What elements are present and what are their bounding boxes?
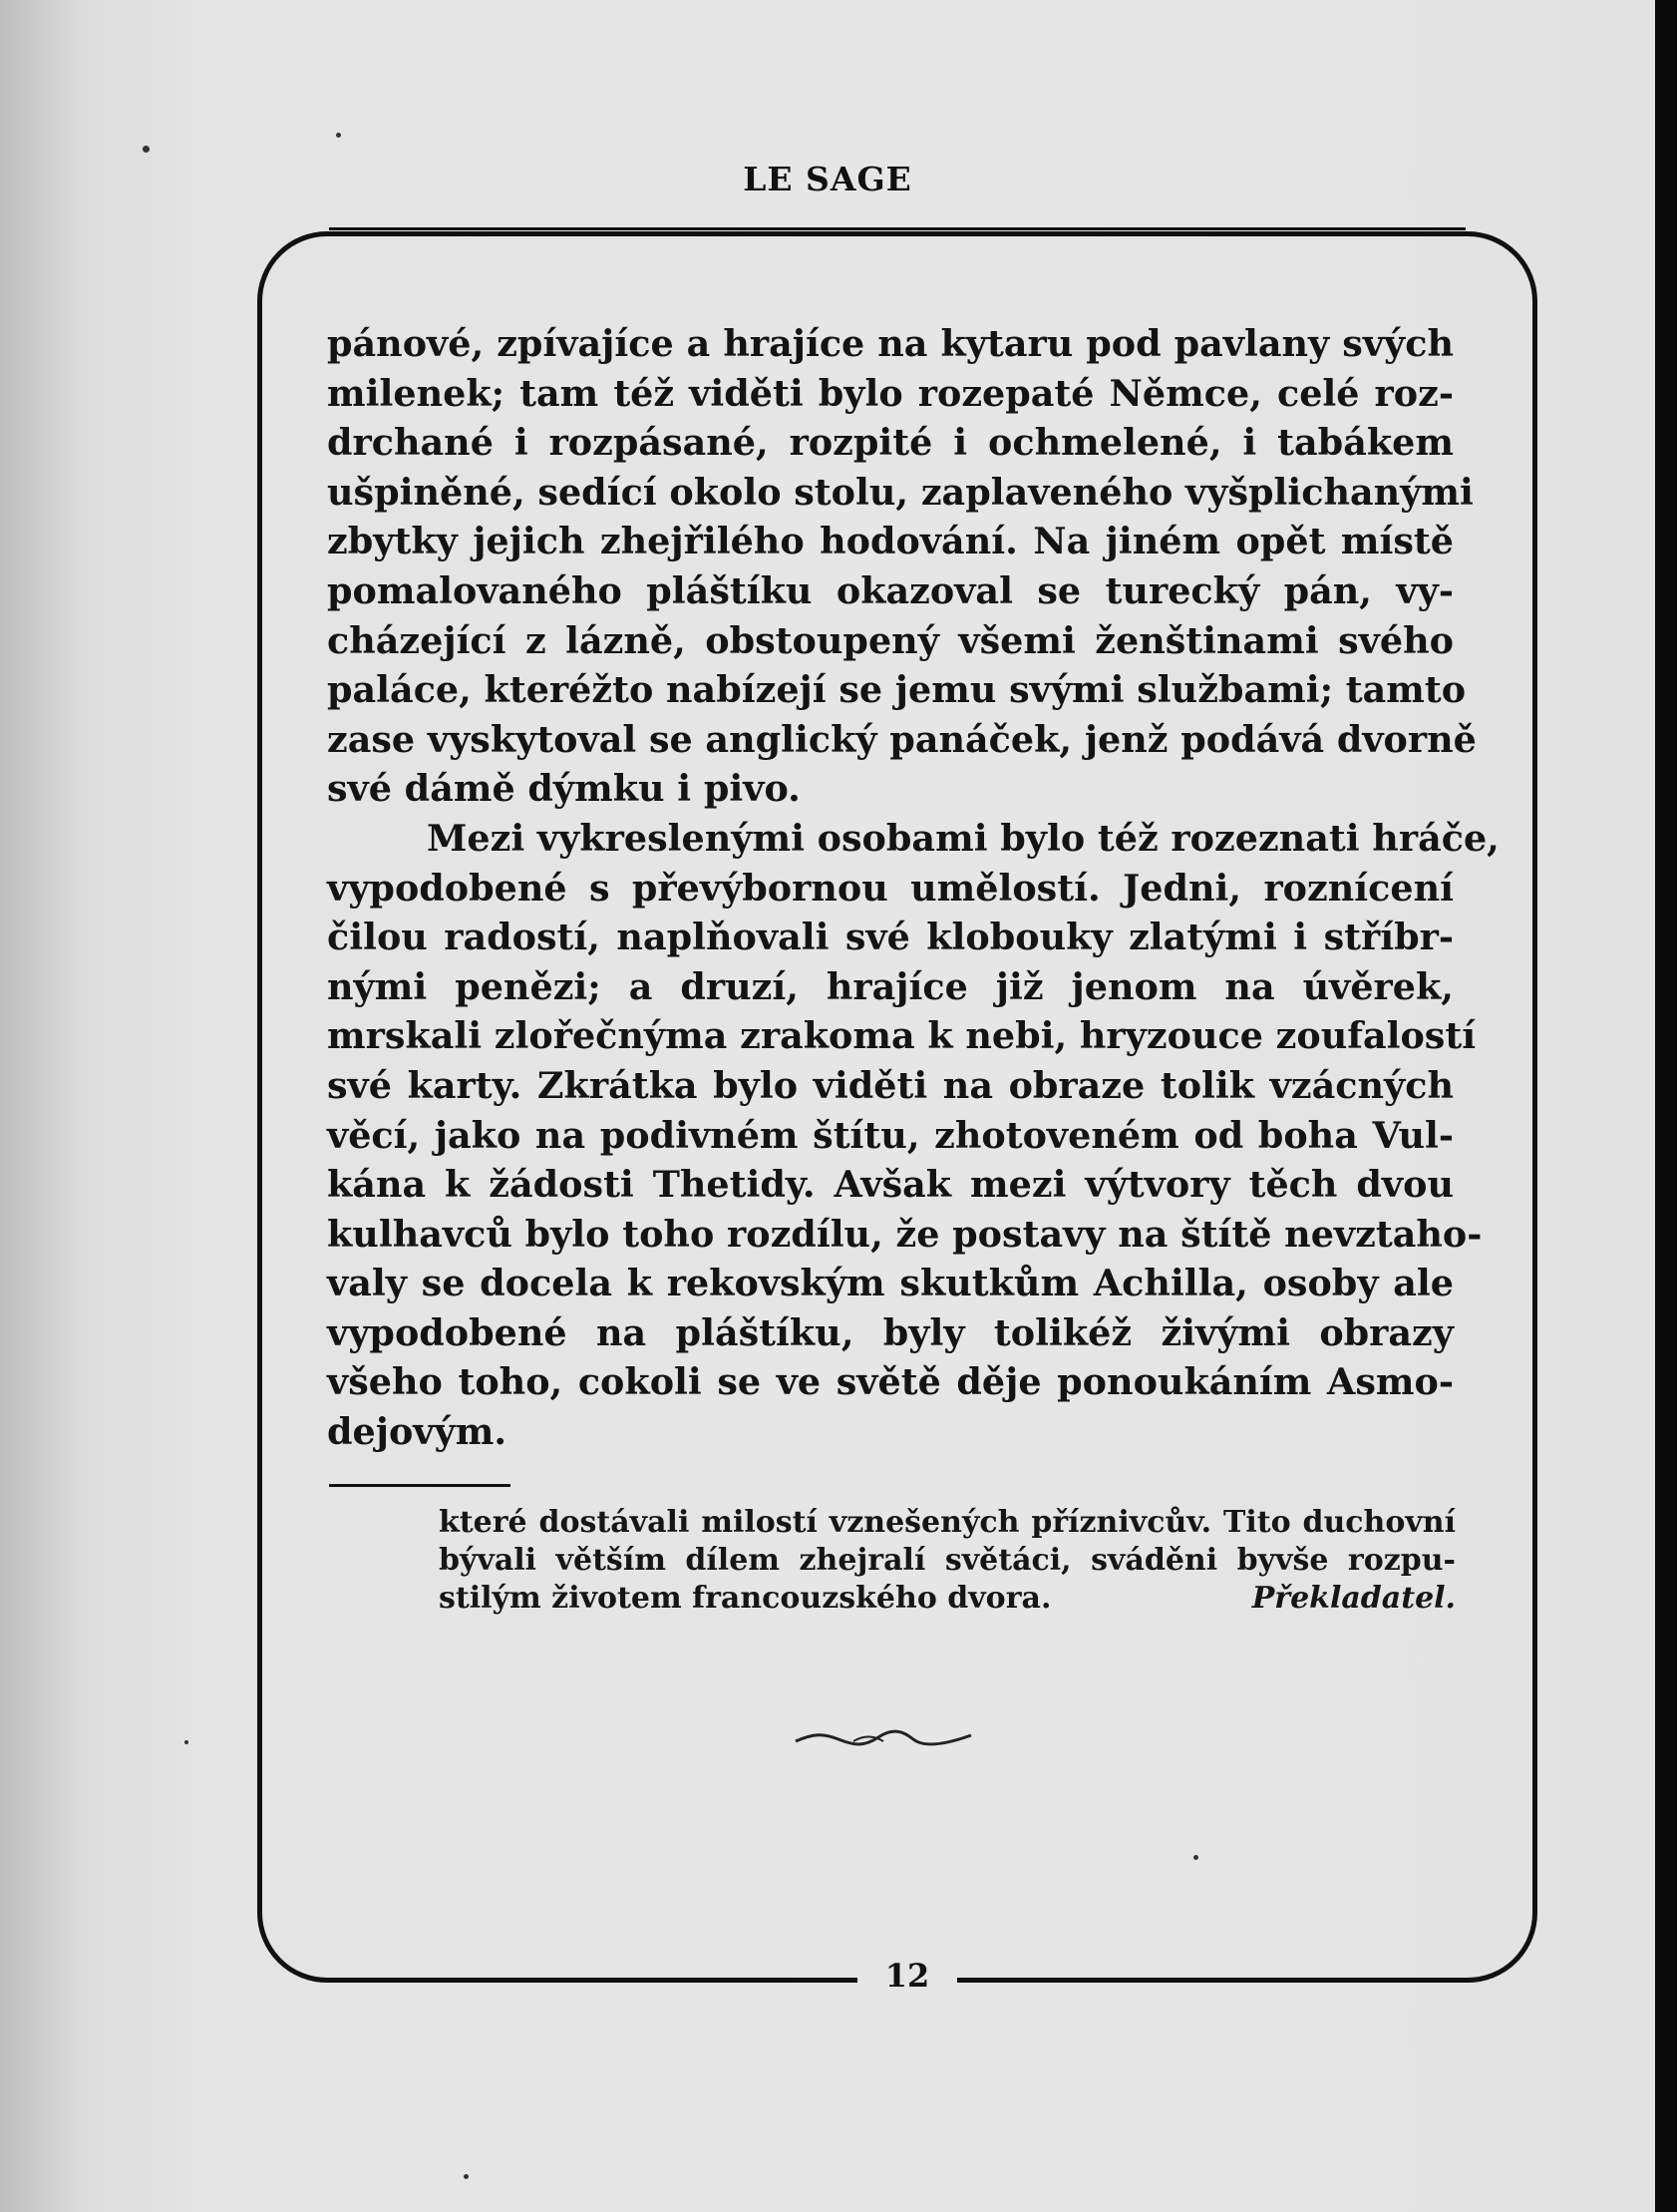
text-line: mrskali zlořečnýma zrakoma k nebi, hryzouce zoufalostí [327,1014,1477,1058]
page-number: 12 [884,1957,930,1995]
text-line: vypodobené s převýbornou umělostí. Jedni, roznícení [327,866,1454,910]
text-line: zase vyskytoval se anglický panáček, jenž podává dvorně [327,717,1477,761]
running-head: LE SAGE [743,160,912,198]
text-line: kulhavců bylo toho rozdílu, že postavy na štítě nevztaho- [327,1212,1483,1256]
text-line: milenek; tam též viděti bylo rozepaté Němce, celé roz- [327,371,1454,415]
footnote-line: které dostávali milostí vznešených příznivcův. Tito duchovní [439,1505,1456,1540]
scan-edge-shadow [1655,0,1677,2212]
text-line: Mezi vykreslenými osobami bylo též rozeznati hráče, [427,816,1500,860]
text-line: cházející z lázně, obstoupený všemi ženštinami svého [327,618,1454,662]
footnote-last-line [439,1580,1456,1618]
tail-ornament [794,1723,973,1753]
dust-speck [143,146,150,153]
text-line: své dámě dýmku i pivo. [327,767,801,811]
footnote-rule [329,1484,510,1487]
text-line: paláce, kteréžto nabízejí se jemu svými službami; tamto [327,668,1467,712]
text-line: všeho toho, cokoli se ve světě děje ponoukáním Asmo- [327,1360,1454,1404]
footnote-line: bývali větším dílem zhejralí světáci, sváděni byvše rozpu- [439,1543,1456,1578]
text-line: pánové, zpívajíce a hrajíce na kytaru pod pavlany svých [327,322,1454,365]
text-line: drchané i rozpásané, rozpité i ochmelené, i tabákem [327,421,1454,465]
footnote-line: stilým životem francouzského dvora. [439,1581,1052,1616]
dust-speck [336,133,341,138]
text-line: dejovým. [327,1410,507,1454]
text-line: valy se docela k rekovským skutkům Achilla, osoby ale [327,1262,1454,1305]
text-line: své karty. Zkrátka bylo viděti na obraze tolik vzácných [327,1063,1454,1107]
dust-speck [464,2174,469,2179]
footnote [439,1504,1456,1618]
frame-top-rule [329,227,1466,230]
dust-speck [1193,1855,1198,1860]
dust-speck [184,1740,188,1744]
text-line: zbytky jejich zhejřilého hodování. Na jiném opět místě [327,520,1454,563]
text-line: kána k žádosti Thetidy. Avšak mezi výtvory těch dvou [327,1163,1454,1207]
main-text [327,319,1500,1457]
translator-signature: Překladatel. [1251,1581,1456,1616]
text-line: vypodobené na pláštíku, byly tolikéž živými obrazy [327,1310,1454,1354]
text-line: pomalovaného pláštíku okazoval se turecký pán, vy- [327,568,1454,612]
text-line: nými penězi; a druzí, hrajíce již jenom na úvěrek, [327,964,1454,1008]
text-line: ušpiněné, sedící okolo stolu, zaplaveného vyšplichanými [327,470,1474,514]
text-line: čilou radostí, naplňovali své klobouky zlatými i stříbr- [327,916,1454,959]
text-line: věcí, jako na podivném štítu, zhotoveném od boha Vul- [327,1113,1454,1157]
